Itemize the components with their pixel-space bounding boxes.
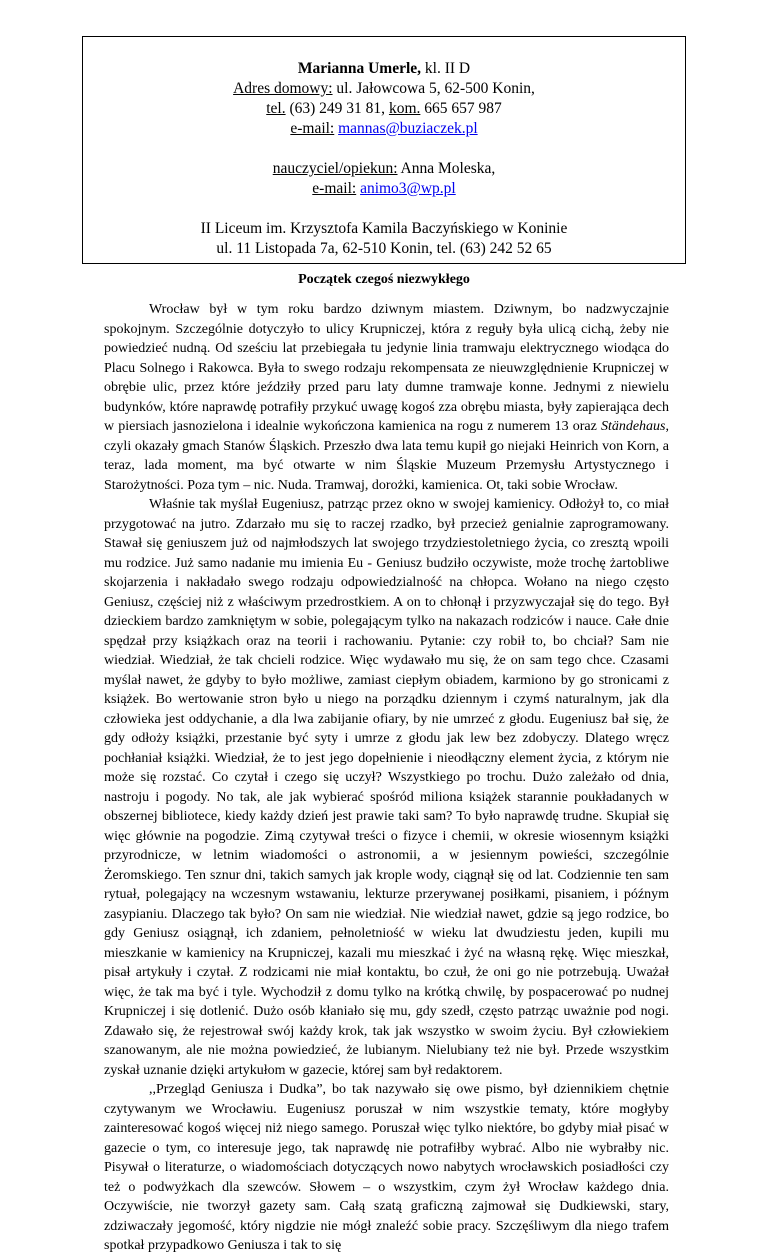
school-name: II Liceum im. Krzysztofa Kamila Baczyńskiego w Koninie: [200, 220, 568, 237]
teacher-line: [83, 159, 685, 179]
address-value: ul. Jałowcowa 5, 62-500 Konin,: [332, 80, 535, 97]
email-label: e-mail:: [290, 120, 335, 137]
teacher-email-line: [83, 179, 685, 199]
paragraph-text: Wrocław był w tym roku bardzo dziwnym miastem. Dziwnym, bo nadzwyczajnie spokojnym. Szczególnie dotyczyło to ulicy Krupniczej, która z reguły była ulicą cichą, żeby nie powiedzieć nudną. Od sześciu lat przebiegała tu jedynie linia tramwaju elektrycznego wiodąca do Placu Solnego i Rakowca. Była to swego rodzaju rekompensata ze nieuwzględnienie Krupniczej w obrębie ulic, przez które jeździły przed paru laty dumne tramwaje konne. Jednymi z niewielu budynków, które naprawdę potrafiły przykuć uwagę kogoś zza obrębu miasta, były zapierająca dech w piersiach jasnozielona i idealnie wykończona kamienica na rogu z numerem 13 oraz: [104, 302, 669, 434]
story-title: Początek czegoś niezwykłego: [298, 272, 470, 287]
tel-value: (63) 249 31 81,: [285, 100, 389, 117]
kom-label: kom.: [388, 100, 421, 117]
address-line: [83, 79, 685, 99]
email-line: [83, 119, 685, 139]
contact-header-box: [82, 36, 686, 264]
teacher-label: nauczyciel/opiekun:: [272, 160, 398, 177]
author-email-link[interactable]: mannas@buziaczek.pl: [338, 120, 478, 137]
teacher-value: Anna Moleska,: [397, 160, 496, 177]
teacher-email-link[interactable]: animo3@wp.pl: [360, 180, 456, 197]
paragraph: [104, 300, 669, 495]
story-body: [104, 300, 669, 1256]
paragraph-text: , czyli okazały gmach Stanów Śląskich. Przeszło dwa lata temu kupił go niejaki Heinrich von Korn, a teraz, lada moment, ma być otwarte w nim Śląskie Muzeum Przemysłu Artystycznego i Starożytności. Poza tym – nic. Nuda. Tramwaj, dorożki, kamienica. Ot, taki sobie Wrocław.: [104, 419, 669, 493]
author-line: [83, 59, 685, 79]
author-class: kl. II D: [421, 60, 471, 77]
author-name: Marianna Umerle,: [297, 60, 422, 77]
tel-label: tel.: [266, 100, 286, 117]
address-label: Adres domowy:: [233, 80, 333, 97]
emphasis-text: Ständehaus: [600, 419, 666, 434]
school-address: ul. 11 Listopada 7a, 62-510 Konin, tel. (63) 242 52 65: [216, 240, 552, 257]
paragraph: Właśnie tak myślał Eugeniusz, patrząc przez okno w swojej kamienicy. Odłożył to, co miał przygotować na jutro. Zdarzało mu się to raczej rzadko, był przecież genialnie zaprogramowany. Stawał się geniuszem już od najmłodszych lat swojego trzydziestoletniego życia, co zresztą wpoili mu rodzice. Już samo nadanie mu imienia Eu - Geniusz budziło oczywiste, może trochę żartobliwe skojarzenia i nakładało swego rodzaju odpowiedzialność na chłopca. Wołano na niego często Geniusz, częściej niż z właściwym przedrostkiem. A on to chłonął i przyzwyczajał się do tego. Był dzieckiem bardzo zamkniętym w sobie, polegającym tylko na nakazach rodziców i nauce. Całe dnie spędzał przy książkach oraz na teorii i rachowaniu. Pytanie: czy robił to, bo chciał? Sam nie wiedział. Wiedział, że tak chcieli rodzice. Więc wydawało mu się, że on sam tego chce. Czasami myślał nawet, że gdyby to było możliwe, zamiast ciepłym obiadem, karmiono by go stronicami z książek. Bo wertowanie stron było u niego na porządku dziennym i czymś naturalnym, jak dla człowieka jest oddychanie, a dla lwa zabijanie ofiary, by nie umrzeć z głodu. Eugeniusz bał się, że gdy odłoży książki, przestanie być syty i umrze z głodu jak lew bez zdobyczy. Dlatego wręcz pochłaniał książki. Wiedział, że to jest jego dopełnienie i nieodłączny element życia, z którym nie może się rozstać. Co czytał i czego się uczył? Wszystkiego po trochu. Dużo zależało od dnia, nastroju i pogody. No tak, ale jak wybierać spośród miliona książek starannie poukładanych w obszernej bibliotece, kiedy każdy dzień jest prawie taki sam? To było naprawdę trudne. Skupiał się więc głównie na pogodzie. Zimą czytywał treści o fizyce i chemii, w okresie wiosennym książki przyrodnicze, w letnim wiadomości o astronomii, a w jesiennym powieści, szczególnie Żeromskiego. Ten sznur dni, takich samych jak krople wody, ciągnął się od lat. Codziennie ten sam rytuał, polegający na wczesnym wstawaniu, lekturze przerywanej posiłkami, pisaniem, i późnym zasypianiu. Dlaczego tak było? On sam nie wiedział. Nie wiedział nawet, gdzie są jego rodzice, bo gdy Geniusz osiągnął, ich zdaniem, pełnoletniość w wieku lat dwudziestu jeden, kupili mu mieszkanie w kamienicy na Krupniczej, kazali mu mieszkać i żyć na własną rękę. Więc mieszkał, pisał artykuły i czytał. Z rodzicami nie miał kontaktu, bo czuł, że oni go nie potrzebują. Uważał więc, że tak ma być i tyle. Wychodził z domu tylko na krótką chwilę, by pospacerować po nudnej Krupniczej i się dotlenić. Dużo osób kłaniało się mu, gdy szedł, często patrząc uważnie pod nogi. Zdawało się, że rejestrował swój każdy krok, tak jak wszystko w swoim życiu. Był człowiekiem szanowanym, ale nie można powiedzieć, że lubianym. Nielubiany też nie był. Przede wszystkim zyskał uznanie dzięki artykułom w gazecie, której sam był redaktorem.: [104, 497, 669, 1078]
kom-value: 665 657 987: [420, 100, 502, 117]
paragraph: ,,Przegląd Geniusza i Dudka”, bo tak nazywało się owe pismo, był dziennikiem chętnie czytywanym we Wrocławiu. Eugeniusz poruszał w nim wszystkie tematy, które mogłyby zainteresować kogoś więcej niż niego samego. Poruszał więc tylko niektóre, bo gdyby miał pisać w gazecie o tym, co interesuje jego, tak naprawdę nie potrafiłby wybrać. Albo nie wybrałby nic. Pisywał o literaturze, o wiadomościach dotyczących nowo nabytych wrocławskich posiadłości czy też o podwyżkach dla szewców. Słowem – o wszystkim, czym żył Wrocław każdego dnia. Oczywiście, nie tworzył gazety sam. Całą szatą graficzną zajmował się Dudkiewski, stary, zdziwaczały jegomość, który nigdzie nie mógł znaleźć sobie pracy. Szczęśliwym dla niego trafem spotkał przypadkowo Geniusza i tak to się: [104, 1082, 669, 1253]
phone-line: [83, 99, 685, 119]
teacher-email-label: e-mail:: [312, 180, 357, 197]
